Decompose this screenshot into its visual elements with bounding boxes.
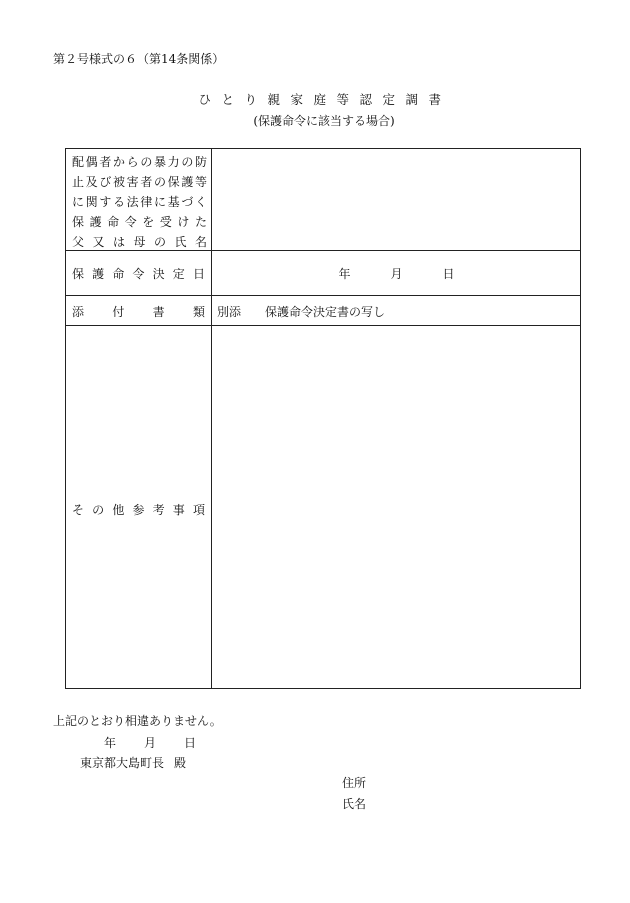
protection-order-date-label-char: 定 [172,267,185,281]
addressee [80,754,186,771]
parent-name-label-line: 父又は母の氏名 [72,235,207,249]
other-notes-label-char: 他 [112,503,125,517]
protection-order-date-label-char: 保 [72,267,85,281]
signature-month-unit: 月 [144,736,157,750]
addressee-name: 東京都大島町長 [80,756,165,770]
attachment-label-char: 類 [192,305,205,319]
document-title: ひとり親家庭等認定調書 [198,92,452,107]
form-number: 第２号様式の６（第14条関係） [53,52,225,66]
month-unit: 月 [390,267,403,281]
other-notes-label-char: の [92,503,105,517]
attachment-label-char: 付 [112,305,125,319]
other-notes-label [72,501,205,518]
signature-day-unit: 日 [184,736,197,750]
attachment-prefix: 別添 [217,305,242,319]
honorific: 殿 [174,756,187,770]
protection-order-date-label-char: 決 [152,267,165,281]
protection-order-date-label-char: 護 [92,267,105,281]
attachment-label-char: 添 [72,305,85,319]
attachment-value: 保護命令決定書の写し [265,305,386,319]
parent-name-label-line: 止及び被害者の保護等 [72,175,207,189]
parent-name-label [72,152,207,252]
attachment-label-char: 書 [152,305,165,319]
day-unit: 日 [442,267,455,281]
declaration-statement: 上記のとおり相違ありません。 [53,714,222,728]
other-notes-label-char: 項 [192,503,205,517]
other-notes-label-char: 事 [172,503,185,517]
other-notes-label-char: 参 [132,503,145,517]
parent-name-label-line: 保護命令を受けた [72,215,207,229]
protection-order-date-field[interactable] [211,265,582,282]
document-subtitle: (保護命令に該当する場合) [253,114,395,128]
address-label: 住所 [342,776,367,790]
year-unit: 年 [338,267,351,281]
protection-order-date-label-char: 命 [112,267,125,281]
signature-date [104,734,196,751]
other-notes-label-char: そ [72,503,85,517]
protection-order-date-label [72,265,205,282]
attachment-label [72,303,205,320]
parent-name-field[interactable] [212,149,581,249]
parent-name-label-line: 配偶者からの暴力の防 [72,155,207,169]
attachment-field [217,303,385,320]
signature-year-unit: 年 [104,736,117,750]
other-notes-field[interactable] [212,326,581,688]
name-label: 氏名 [342,797,367,811]
form-table [65,148,581,689]
row-divider [66,295,580,296]
parent-name-label-line: に関する法律に基づく [72,195,207,209]
other-notes-label-char: 考 [152,503,165,517]
protection-order-date-label-char: 令 [132,267,145,281]
protection-order-date-label-char: 日 [192,267,205,281]
